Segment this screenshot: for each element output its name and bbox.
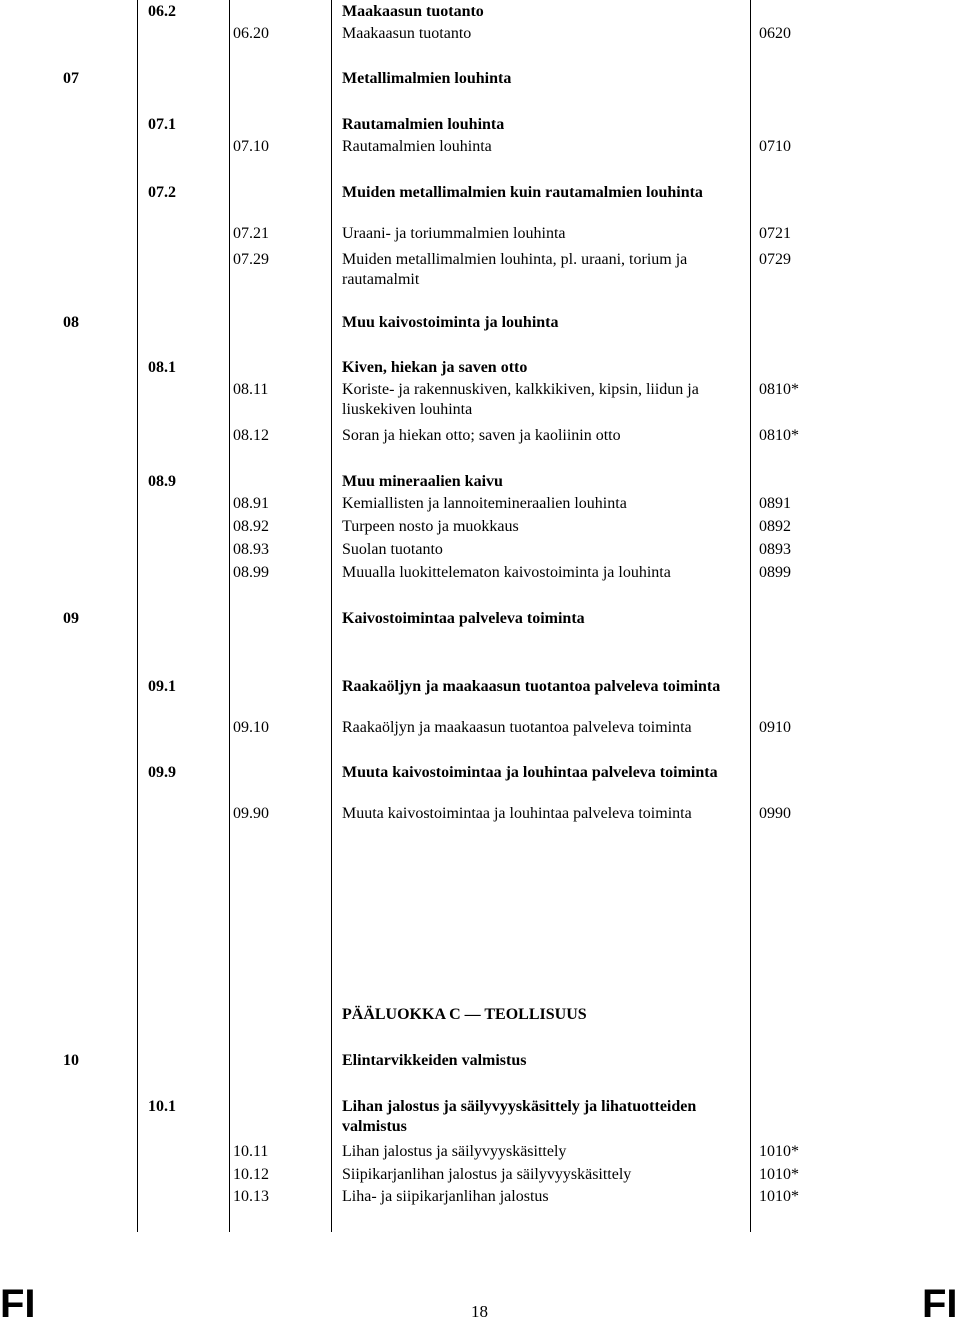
row-title: Uraani- ja toriummalmien louhinta [342,225,566,242]
row-title: Kiven, hiekan ja saven otto [342,359,528,376]
row-reference: 1010* [759,1143,799,1160]
row-title: Lihan jalostus ja säilyvyyskäsittely [342,1143,567,1160]
row-title: Muu mineraalien kaivu [342,473,503,490]
row-title: Rautamalmien louhinta [342,116,505,133]
row-title: Elintarvikkeiden valmistus [342,1052,527,1069]
row-code: 09 [63,610,79,627]
column-rule-3 [331,0,332,1232]
row-code: 09.10 [233,719,269,736]
row-title: Kaivostoimintaa palveleva toiminta [342,610,585,627]
row-code: 08.92 [233,518,269,535]
row-code: 08.12 [233,427,269,444]
row-title: Raakaöljyn ja maakaasun tuotantoa palveleva toiminta [342,678,721,695]
row-code: 08.99 [233,564,269,581]
row-reference: 0710 [759,138,791,155]
row-code: 07.10 [233,138,269,155]
row-code: 10.13 [233,1188,269,1205]
row-reference: 0893 [759,541,791,558]
row-code: 08.93 [233,541,269,558]
row-code: 07.29 [233,251,269,268]
row-code: 06.20 [233,25,269,42]
row-reference: 0620 [759,25,791,42]
row-code: 09.90 [233,805,269,822]
language-code-left: FI [0,1282,36,1326]
row-code: 08 [63,314,79,331]
row-title: Muiden metallimalmien kuin rautamalmien louhinta [342,184,703,201]
row-code: 07 [63,70,79,87]
row-title: Kemiallisten ja lannoitemineraalien louhinta [342,495,627,512]
row-title: Metallimalmien louhinta [342,70,512,87]
row-title: Turpeen nosto ja muokkaus [342,518,519,535]
row-reference: 0721 [759,225,791,242]
row-code: 06.2 [148,3,176,20]
row-reference: 0910 [759,719,791,736]
row-reference: 0810* [759,427,799,444]
row-code: 10.12 [233,1166,269,1183]
column-rule-4 [750,0,751,1232]
page-number: 18 [471,1302,488,1321]
row-code: 09.1 [148,678,176,695]
row-title: Rautamalmien louhinta [342,138,492,155]
row-title: Muuta kaivostoimintaa ja louhintaa palveleva toiminta [342,764,718,781]
row-title: Lihan jalostus ja säilyvyyskäsittely ja lihatuotteiden valmistus [342,1098,697,1135]
row-reference: 0729 [759,251,791,268]
row-title: Muu kaivostoiminta ja louhinta [342,314,559,331]
row-title: Raakaöljyn ja maakaasun tuotantoa palveleva toiminta [342,719,692,736]
row-reference: 1010* [759,1166,799,1183]
row-code: 07.21 [233,225,269,242]
row-code: 07.2 [148,184,176,201]
row-reference: 0892 [759,518,791,535]
row-title: Muiden metallimalmien louhinta, pl. uraani, torium ja rautamalmit [342,251,688,288]
row-title: Koriste- ja rakennuskiven, kalkkikiven, kipsin, liidun ja liuskekiven louhinta [342,381,699,418]
row-code: 08.1 [148,359,176,376]
row-code: 08.11 [233,381,269,398]
row-title: Maakaasun tuotanto [342,25,472,42]
row-title: Muualla luokittelematon kaivostoiminta ja louhinta [342,564,671,581]
row-code: 07.1 [148,116,176,133]
row-title: Suolan tuotanto [342,541,443,558]
row-code: 09.9 [148,764,176,781]
row-reference: 0990 [759,805,791,822]
language-code-right: FI [922,1282,958,1326]
row-code: 08.91 [233,495,269,512]
row-code: 10 [63,1052,79,1069]
row-title: Liha- ja siipikarjanlihan jalostus [342,1188,549,1205]
row-title: PÄÄLUOKKA C — TEOLLISUUS [342,1006,587,1023]
row-code: 08.9 [148,473,176,490]
row-code: 10.1 [148,1098,176,1115]
row-reference: 1010* [759,1188,799,1205]
row-title: Siipikarjanlihan jalostus ja säilyvyyskäsittely [342,1166,632,1183]
row-reference: 0899 [759,564,791,581]
row-title: Maakaasun tuotanto [342,3,484,20]
row-title: Soran ja hiekan otto; saven ja kaoliinin otto [342,427,621,444]
row-title: Muuta kaivostoimintaa ja louhintaa palveleva toiminta [342,805,692,822]
column-rule-1 [137,0,138,1232]
row-reference: 0891 [759,495,791,512]
row-reference: 0810* [759,381,799,398]
row-code: 10.11 [233,1143,269,1160]
column-rule-2 [229,0,230,1232]
